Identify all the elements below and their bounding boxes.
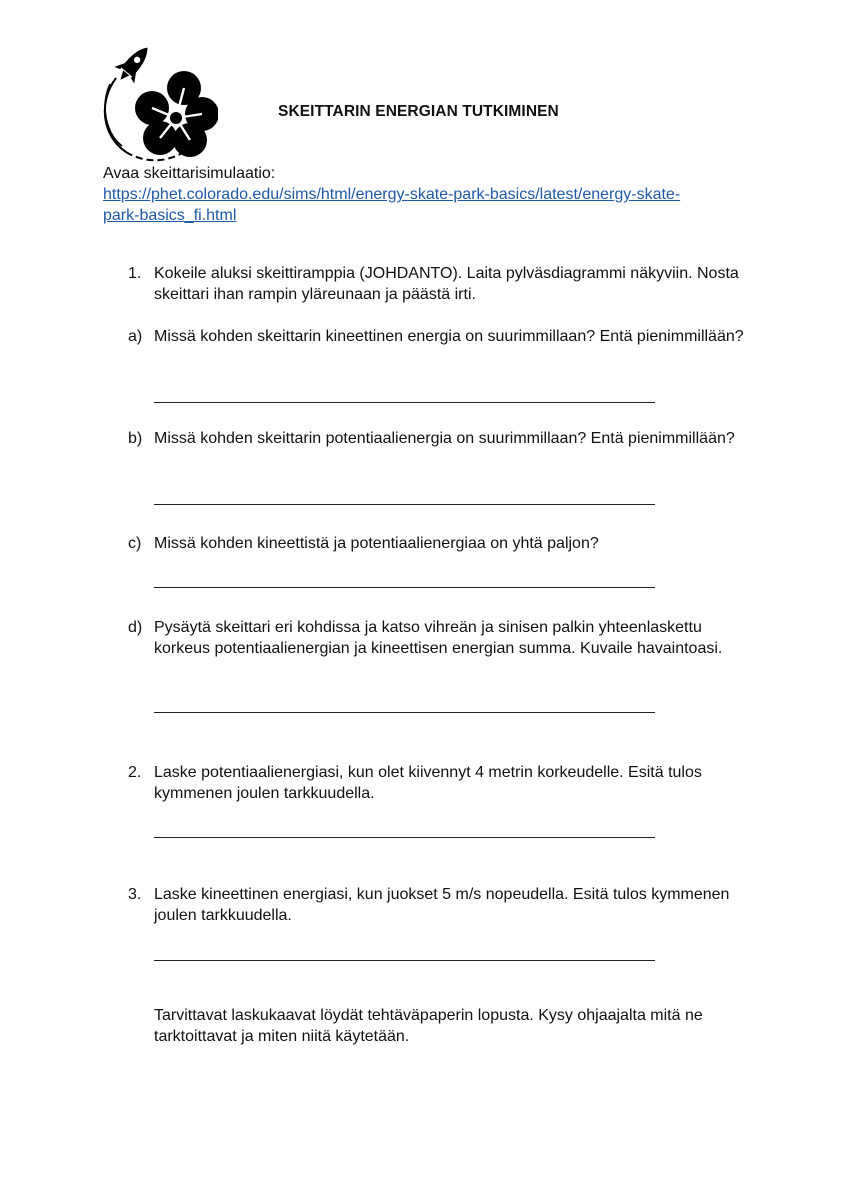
question-text: Missä kohden skeittarin kineettinen energia on suurimmillaan? Entä pienimmillään?: [154, 328, 744, 345]
question-text: Missä kohden kineettistä ja potentiaalienergiaa on yhtä paljon?: [154, 535, 599, 552]
answer-line-2[interactable]: [154, 837, 655, 838]
question-text: Kokeile aluksi skeittiramppia (JOHDANTO). Laita pylväsdiagrammi näkyviin. Nosta skeittari ihan rampin yläreunaan ja päästä irti.: [154, 265, 739, 303]
question-number: d): [128, 619, 143, 636]
page-title: SKEITTARIN ENERGIAN TUTKIMINEN: [278, 103, 559, 120]
question-text: Pysäytä skeittari eri kohdissa ja katso vihreän ja sinisen palkin yhteenlaskettu korkeus potentiaalienergian ja kineettisen energian summa. Kuvaile havaintoasi.: [154, 619, 723, 657]
question-number: 1.: [128, 265, 142, 282]
simulation-link-line2[interactable]: park-basics_fi.html: [103, 207, 237, 224]
question-number: c): [128, 535, 142, 552]
question-number: 2.: [128, 764, 142, 781]
question-number: 3.: [128, 886, 142, 903]
question-number: a): [128, 328, 143, 345]
answer-line-c[interactable]: [154, 587, 655, 588]
answer-line-a[interactable]: [154, 402, 655, 403]
question-number: b): [128, 430, 143, 447]
simulation-link[interactable]: [103, 184, 680, 226]
answer-line-b[interactable]: [154, 504, 655, 505]
question-text: Laske kineettinen energiasi, kun juokset 5 m/s nopeudella. Esitä tulos kymmenen joulen tarkkuudella.: [154, 886, 730, 924]
question-text: Laske potentiaalienergiasi, kun olet kiivennyt 4 metrin korkeudelle. Esitä tulos kymmenen joulen tarkkuudella.: [154, 764, 702, 802]
question-text: Missä kohden skeittarin potentiaalienergia on suurimmillaan? Entä pienimmillään?: [154, 430, 735, 447]
intro-text: Avaa skeittarisimulaatio:: [103, 165, 276, 182]
answer-line-d[interactable]: [154, 712, 655, 713]
rocket-flower-logo: [96, 40, 218, 166]
simulation-link-line1[interactable]: https://phet.colorado.edu/sims/html/energy-skate-park-basics/latest/energy-skate-: [103, 186, 681, 203]
intro: [103, 163, 680, 226]
footer-note: Tarvittavat laskukaavat löydät tehtäväpaperin lopusta. Kysy ohjaajalta mitä ne tarktoittavat ja miten niitä käytetään.: [154, 1007, 703, 1045]
answer-line-3[interactable]: [154, 960, 655, 961]
